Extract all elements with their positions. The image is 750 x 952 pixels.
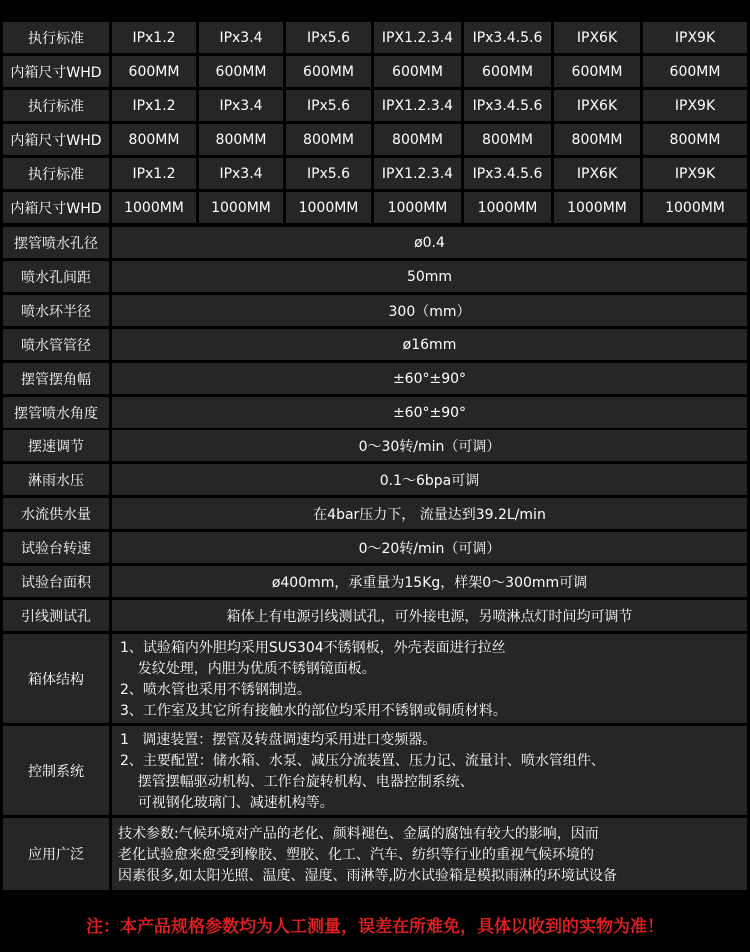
spec-label: 摆管喷水角度 [3,397,109,428]
spec-value: 在4bar压力下， 流量达到39.2L/min [112,498,747,529]
grade-cell: 800MM [464,124,551,155]
grade-cell: 600MM [554,56,640,87]
grade-cell: IPX1.2.3.4 [374,22,461,53]
grade-cell: IPx3.4.5.6 [464,90,551,121]
grade-cell: IPX6K [554,22,640,53]
spec-value: 0.1～6bpa可调 [112,464,747,495]
grade-cell: IPx3.4.5.6 [464,22,551,53]
grade-cell: IPx3.4.5.6 [464,158,551,189]
grade-cell: 800MM [286,124,371,155]
grade-cell: IPX1.2.3.4 [374,158,461,189]
grade-cell: 800MM [112,124,196,155]
grade-cell: 600MM [374,56,461,87]
grade-cell: 1000MM [286,192,371,223]
grade-cell: 600MM [112,56,196,87]
grade-cell: 800MM [199,124,283,155]
grade-cell: IPX1.2.3.4 [374,90,461,121]
grade-row-label: 执行标准 [3,90,109,121]
grade-cell: IPX9K [643,90,747,121]
spec-value: ø0.4 [112,227,747,258]
spec-value: ø400mm，承重量为15Kg，样架0～300mm可调 [112,566,747,597]
grade-cell: 800MM [374,124,461,155]
spec-value: ±60°±90° [112,397,747,428]
spec-label: 摆速调节 [3,430,109,461]
spec-value: 0～20转/min（可调） [112,532,747,563]
grade-cell: IPx1.2 [112,90,196,121]
spec-value: 0～30转/min（可调） [112,430,747,461]
grade-cell: IPx3.4 [199,158,283,189]
grade-cell: 800MM [643,124,747,155]
spec-label: 水流供水量 [3,498,109,529]
text-line: 2、喷水管也采用不锈钢制造。 [120,682,311,698]
grade-row-label: 内箱尺寸WHD [3,56,109,87]
spec-label: 喷水管管径 [3,329,109,360]
grade-cell: 600MM [199,56,283,87]
grade-cell: IPx1.2 [112,158,196,189]
grade-cell: 1000MM [199,192,283,223]
grade-cell: IPx5.6 [286,90,371,121]
spec-value: 300（mm） [112,295,747,326]
spec-label: 摆管喷水孔径 [3,227,109,258]
grade-cell: 1000MM [374,192,461,223]
footer-note: 注：本产品规格参数均为人工测量，误差在所难免，具体以收到的实物为准！ [86,916,664,937]
text-line: 1 调速装置：摆管及转盘调速均采用进口变频器。 [120,732,437,748]
text-row-label: 控制系统 [3,726,109,815]
grade-cell: 600MM [286,56,371,87]
grade-cell: IPX6K [554,90,640,121]
grade-row-label: 执行标准 [3,158,109,189]
grade-cell: IPx3.4 [199,90,283,121]
grade-cell: IPX9K [643,158,747,189]
text-line: 1、试验箱内外胆均采用SUS304不锈钢板，外壳表面进行拉丝 [120,640,506,656]
grade-cell: IPx1.2 [112,22,196,53]
spec-value: ±60°±90° [112,363,747,394]
spec-value: 50mm [112,261,747,292]
grade-cell: 1000MM [643,192,747,223]
text-row-label: 应用广泛 [3,818,109,890]
spec-label: 喷水孔间距 [3,261,109,292]
spec-label: 摆管摆角幅 [3,363,109,394]
spec-label: 淋雨水压 [3,464,109,495]
grade-row-label: 执行标准 [3,22,109,53]
spec-label: 试验台转速 [3,532,109,563]
text-line: 摆管摆幅驱动机构、工作台旋转机构、电器控制系统、 [120,774,474,790]
grade-cell: IPx5.6 [286,22,371,53]
text-row-content [112,634,747,723]
text-row-content [112,726,747,815]
spec-value: 箱体上有电源引线测试孔，可外接电源，另喷淋点灯时间均可调节 [112,600,747,631]
text-line: 2、主要配置：储水箱、水泵、减压分流装置、压力记、流量计、喷水管组件、 [120,753,605,769]
text-line: 因素很多,如太阳光照、温度、湿度、雨淋等,防水试验箱是模拟雨淋的环境试设备 [118,868,617,884]
grade-cell: IPx3.4 [199,22,283,53]
grade-cell: IPx5.6 [286,158,371,189]
spec-value: ø16mm [112,329,747,360]
text-line: 可视钢化玻璃门、减速机构等。 [120,795,334,811]
spec-label: 试验台面积 [3,566,109,597]
text-line: 发纹处理，内胆为优质不锈钢镜面板。 [120,661,376,677]
grade-row-label: 内箱尺寸WHD [3,192,109,223]
spec-label: 喷水环半径 [3,295,109,326]
grade-cell: 600MM [464,56,551,87]
grade-cell: 1000MM [554,192,640,223]
grade-cell: IPX9K [643,22,747,53]
text-row-content [112,818,747,890]
grade-cell: 600MM [643,56,747,87]
grade-cell: 800MM [554,124,640,155]
grade-cell: IPX6K [554,158,640,189]
spec-label: 引线测试孔 [3,600,109,631]
text-line: 3、工作室及其它所有接触水的部位均采用不锈钢或铜质材料。 [120,703,507,719]
text-line: 技术参数:气候环境对产品的老化、颜料褪色、金属的腐蚀有较大的影响，因而 [118,826,599,842]
grade-row-label: 内箱尺寸WHD [3,124,109,155]
grade-cell: 1000MM [112,192,196,223]
grade-cell: 1000MM [464,192,551,223]
text-line: 老化试验愈来愈受到橡胶、塑胶、化工、汽车、纺织等行业的重视气候环境的 [118,847,594,863]
text-row-label: 箱体结构 [3,634,109,723]
